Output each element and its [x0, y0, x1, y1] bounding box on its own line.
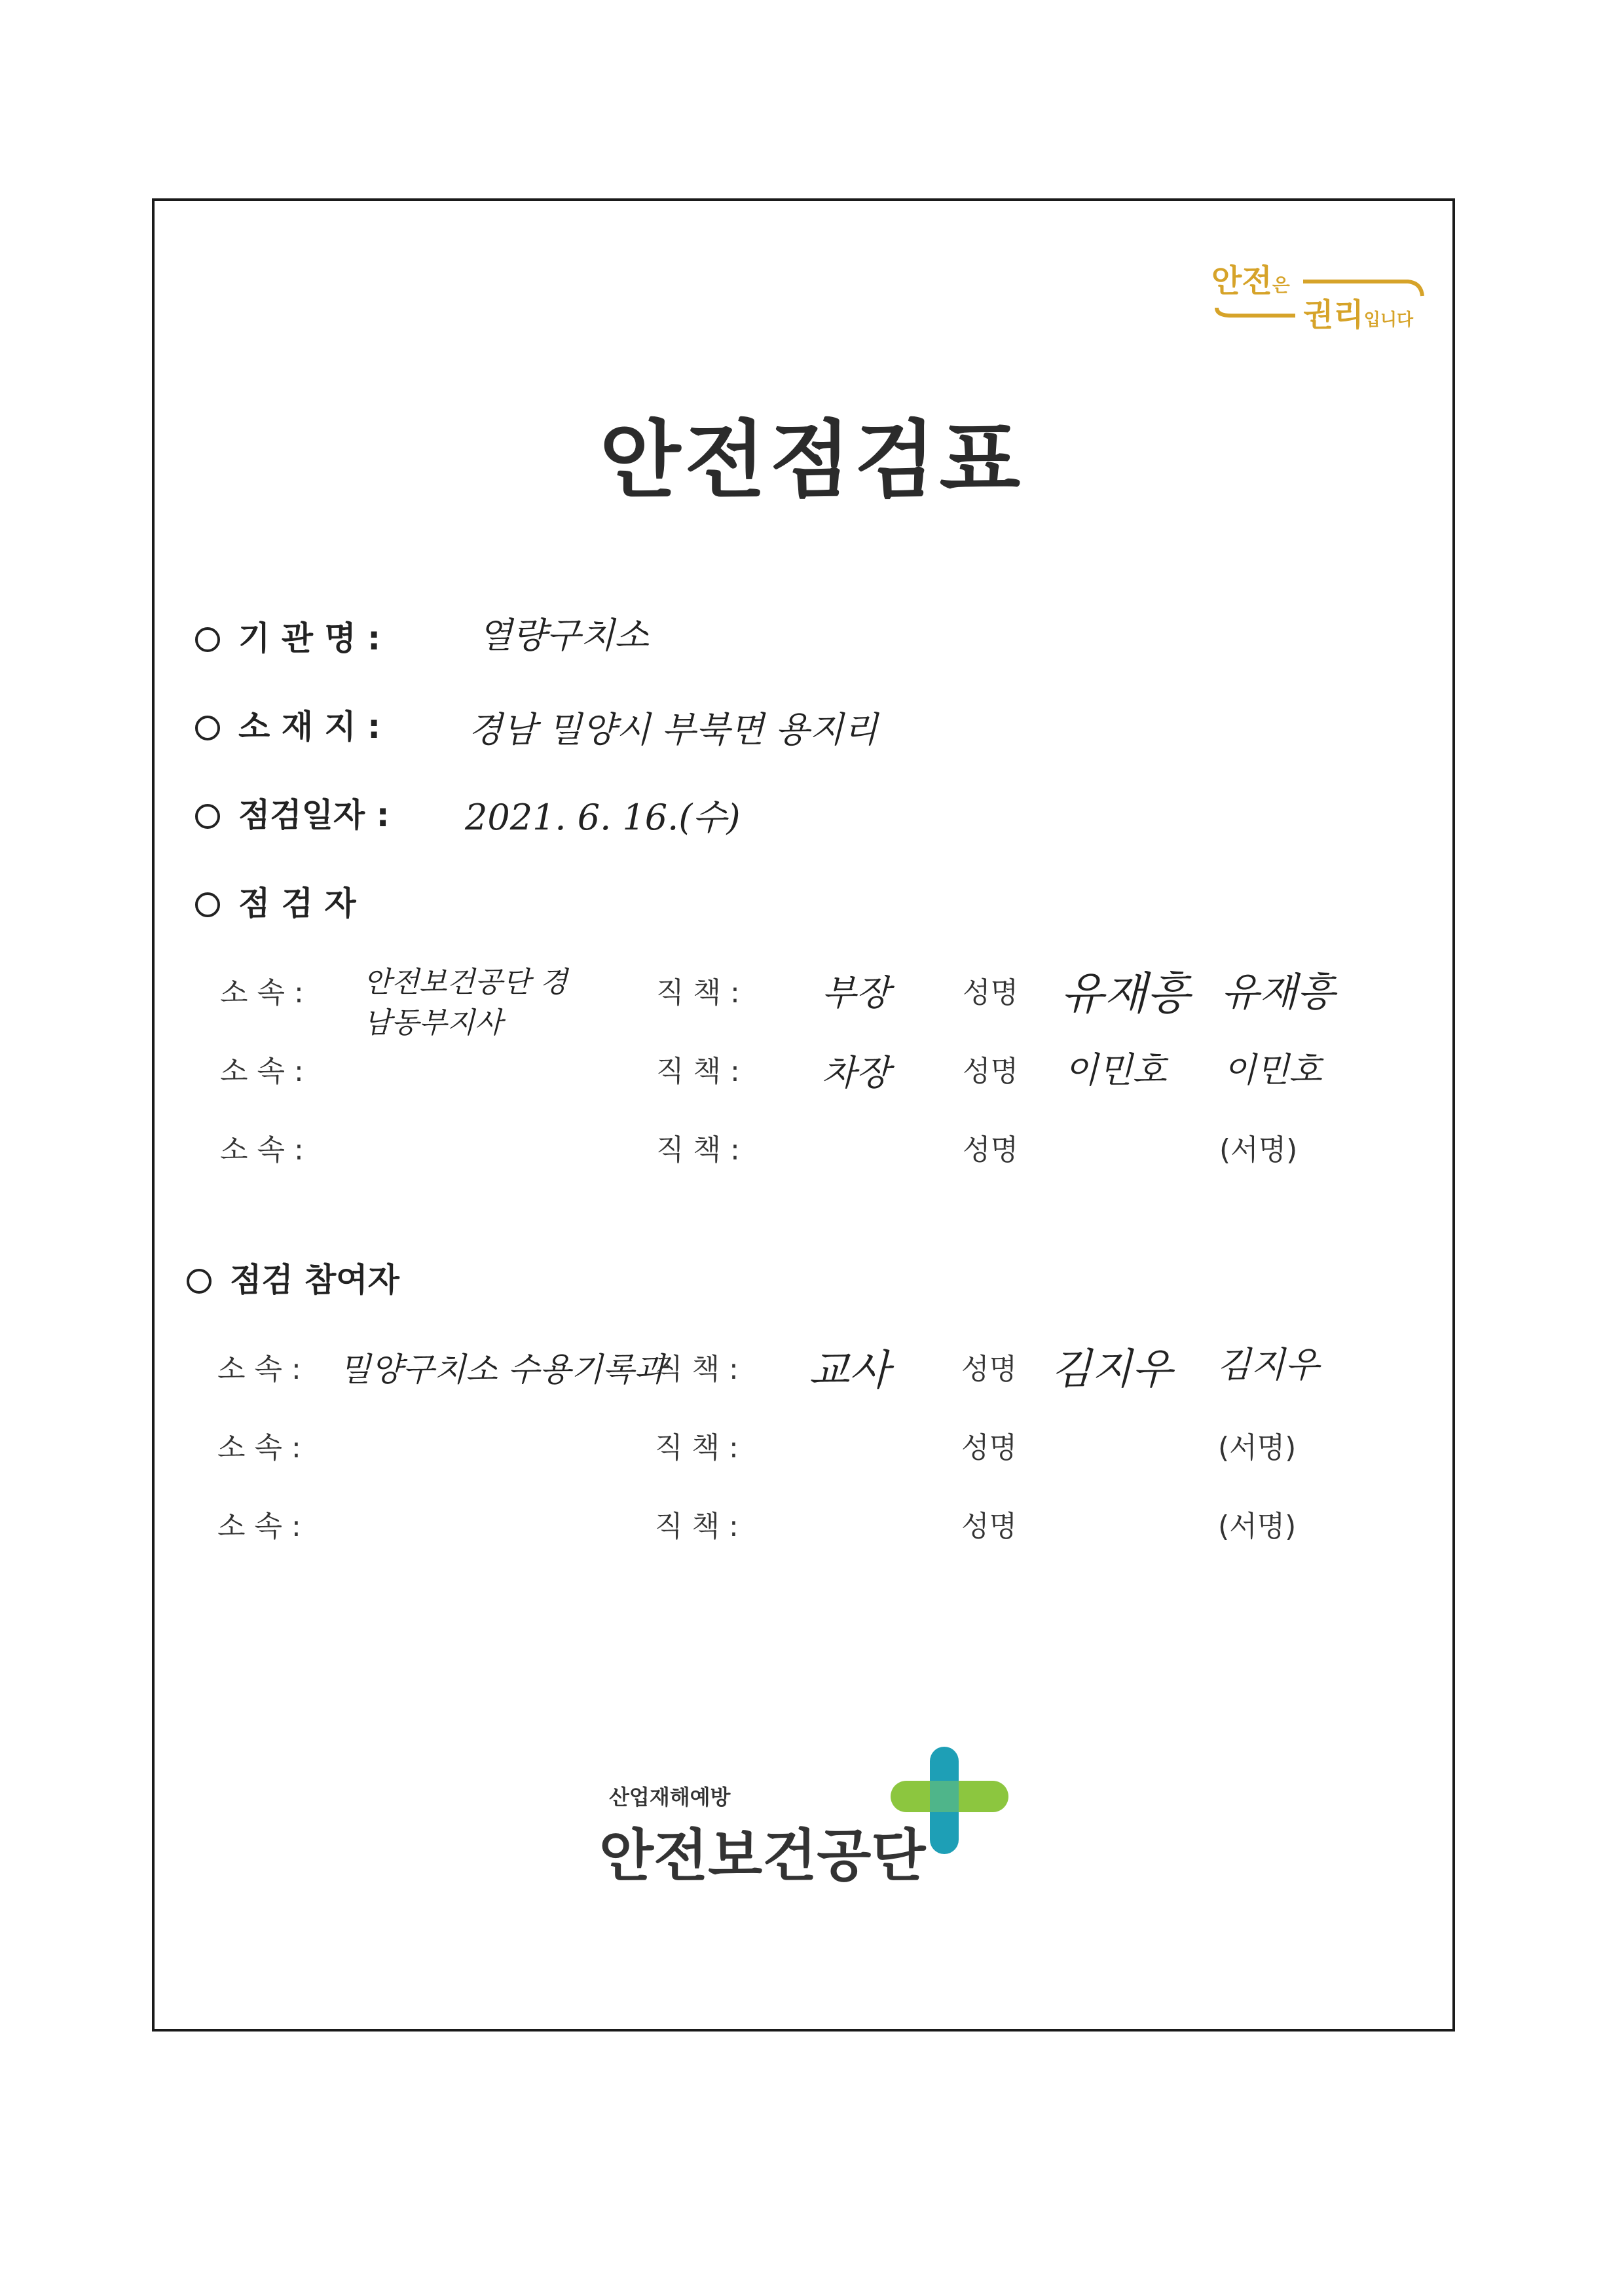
participant-name-label: 성명 [961, 1431, 1018, 1465]
inspector-position-value: 차장 [822, 1052, 891, 1093]
participant-affiliation-value: 밀양구치소 수용기록과 [339, 1351, 666, 1389]
inspector-position-label: 직 책 : [656, 1055, 740, 1088]
page-title: 안전점검표 [599, 412, 1025, 509]
participant-position-label: 직 책 : [655, 1353, 739, 1386]
participant-position-value: 교사 [809, 1347, 890, 1395]
date-value: 2021. 6. 16.(수) [465, 797, 741, 838]
inspector-name-label: 성명 [963, 1133, 1019, 1167]
inspector-signature: 이민호 [1223, 1051, 1322, 1090]
participant-position-label: 직 책 : [655, 1431, 739, 1465]
inspector-sign-label: (서명) [1219, 1133, 1298, 1167]
footer-org-subtitle: 산업재해예방 [609, 1785, 731, 1810]
participant-position-label: 직 책 : [655, 1510, 739, 1543]
circle-bullet-icon [187, 1269, 212, 1294]
participant-name-label: 성명 [961, 1510, 1018, 1543]
participant-signature: 김지우 [1217, 1344, 1320, 1385]
circle-bullet-icon [195, 892, 220, 917]
inspector-affiliation-value: 안전보건공단 경남동부지사 [363, 966, 568, 1040]
circle-bullet-icon [195, 627, 220, 652]
inspector-name-label: 성명 [963, 1055, 1019, 1088]
location-value: 경남 밀양시 부북면 용지리 [468, 709, 878, 750]
inspectors-heading: 점 검 자 [195, 877, 356, 924]
inspector-position-value: 부장 [822, 972, 891, 1013]
participant-affiliation-label: 소 속 : [217, 1431, 301, 1465]
slogan-logo [1211, 255, 1428, 333]
circle-bullet-icon [195, 716, 220, 740]
agency-value: 열량구치소 [478, 615, 649, 656]
inspector-name-value: 이민호 [1064, 1049, 1167, 1091]
participant-affiliation-label: 소 속 : [217, 1510, 301, 1543]
inspector-position-label: 직 책 : [656, 976, 740, 1010]
participant-sign-label: (서명) [1218, 1510, 1297, 1543]
agency-label: 기 관 명 : [195, 612, 380, 659]
participants-heading: 점검 참여자 [187, 1254, 399, 1301]
participant-name-label: 성명 [961, 1353, 1018, 1386]
inspector-name-value: 유재흥 [1061, 968, 1190, 1020]
inspector-affiliation-label: 소 속 : [220, 1133, 304, 1167]
location-label: 소 재 지 : [195, 701, 380, 748]
kosha-cross-logo-icon [884, 1741, 1015, 1862]
inspector-position-label: 직 책 : [656, 1133, 740, 1167]
slogan-line-1: 안전은 [1211, 263, 1290, 299]
inspector-name-label: 성명 [963, 976, 1019, 1010]
date-label: 점검일자 : [195, 789, 390, 836]
slogan-line-2: 권리입니다 [1303, 297, 1414, 333]
participant-sign-label: (서명) [1218, 1431, 1297, 1465]
circle-bullet-icon [195, 804, 220, 829]
participant-name-value: 김지우 [1051, 1345, 1173, 1394]
footer-org-name: 안전보건공단 [599, 1823, 926, 1889]
participant-affiliation-label: 소 속 : [217, 1353, 301, 1386]
inspector-affiliation-label: 소 속 : [220, 976, 304, 1010]
inspector-signature: 유재흥 [1221, 970, 1335, 1015]
inspector-affiliation-label: 소 속 : [220, 1055, 304, 1088]
